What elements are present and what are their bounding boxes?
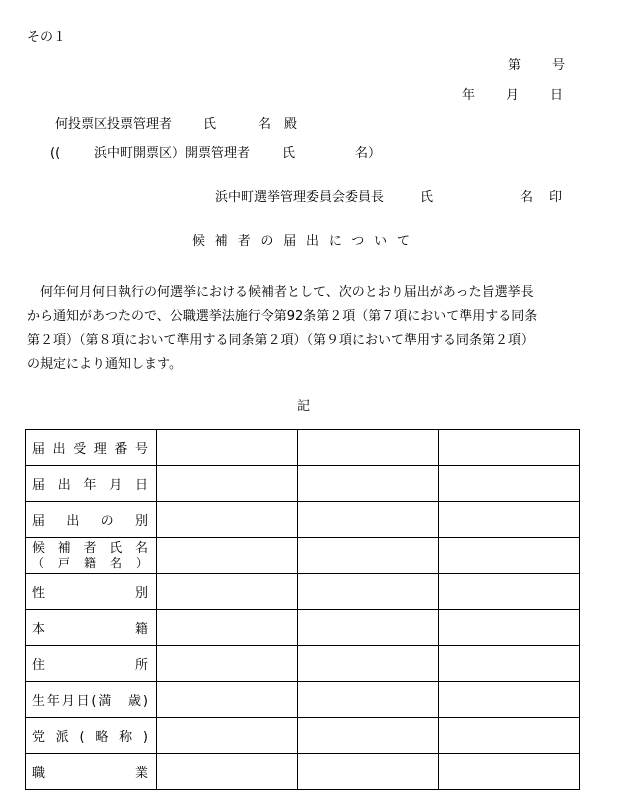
table-cell[interactable] (439, 754, 580, 790)
table-cell[interactable] (298, 574, 439, 610)
body-line: 第２項）（第８項において準用する同条第２項）（第９項において準用する同条第２項） (27, 333, 535, 348)
table-cell[interactable] (157, 682, 298, 718)
row-label: 候補者氏名 （戸籍名） (26, 538, 157, 574)
ki-heading: 記 (297, 399, 311, 414)
table-cell[interactable] (298, 610, 439, 646)
candidate-form-table (25, 429, 580, 790)
table-cell[interactable] (439, 502, 580, 538)
addressee-line1-shi: 氏 (203, 117, 217, 132)
date-day-label: 日 (550, 88, 564, 103)
table-cell[interactable] (439, 610, 580, 646)
table-row (26, 718, 580, 754)
addressee-line2-org: 浜中町開票区）開票管理者 (94, 146, 251, 161)
table-cell[interactable] (157, 646, 298, 682)
sender-seal: 印 (549, 190, 563, 205)
body-line: 何年何月何日執行の何選挙における候補者として、次のとおり届出があった旨選挙長 (40, 285, 534, 300)
table-cell[interactable] (439, 430, 580, 466)
table-cell[interactable] (298, 502, 439, 538)
table-row (26, 646, 580, 682)
row-label: 届出受理番号 (26, 430, 157, 466)
sender-title: 浜中町選挙管理委員会委員長 (215, 190, 385, 205)
table-row (26, 754, 580, 790)
table-row (26, 502, 580, 538)
table-cell[interactable] (157, 754, 298, 790)
sender-shi: 氏 (420, 190, 434, 205)
date-year-label: 年 (462, 88, 476, 103)
row-label: 本籍 (26, 610, 157, 646)
table-cell[interactable] (157, 538, 298, 574)
table-row (26, 430, 580, 466)
table-row (26, 466, 580, 502)
row-label: 住所 (26, 646, 157, 682)
addressee-line2-shi: 氏 (282, 146, 296, 161)
table-row (26, 574, 580, 610)
table-cell[interactable] (439, 682, 580, 718)
addressee-line1-mei-dono: 名 殿 (258, 117, 298, 132)
table-cell[interactable] (439, 466, 580, 502)
table-cell[interactable] (157, 430, 298, 466)
table-cell[interactable] (298, 646, 439, 682)
form-number: その１ (27, 30, 67, 45)
table-cell[interactable] (298, 430, 439, 466)
body-paragraph (27, 281, 607, 377)
row-label: 届出年月日 (26, 466, 157, 502)
table-cell[interactable] (298, 718, 439, 754)
table-cell[interactable] (439, 718, 580, 754)
row-sublabel: （戸籍名） (32, 555, 148, 570)
table-row (26, 610, 580, 646)
addressee-line1-org: 何投票区投票管理者 (55, 117, 173, 132)
table-cell[interactable] (439, 538, 580, 574)
table-row (26, 682, 580, 718)
addressee-line2-open: (( (50, 146, 61, 161)
table-cell[interactable] (157, 466, 298, 502)
table-row (26, 538, 580, 574)
table-cell[interactable] (298, 538, 439, 574)
row-label: 性別 (26, 574, 157, 610)
sender-mei: 名 (520, 190, 534, 205)
table-cell[interactable] (157, 610, 298, 646)
table-cell[interactable] (298, 682, 439, 718)
row-label: 生年月日(満 歳) (26, 682, 157, 718)
body-line: から通知があつたので、公職選挙法施行令第92条第２項（第７項において準用する同条 (27, 309, 538, 324)
table-cell[interactable] (298, 466, 439, 502)
table-cell[interactable] (439, 646, 580, 682)
body-line: の規定により通知します。 (27, 357, 182, 372)
table-cell[interactable] (298, 754, 439, 790)
date-month-label: 月 (506, 88, 520, 103)
row-label: 届出の別 (26, 502, 157, 538)
table-cell[interactable] (439, 574, 580, 610)
number-label-dai: 第 (508, 58, 522, 73)
row-label: 党派(略称) (26, 718, 157, 754)
table-cell[interactable] (157, 574, 298, 610)
document-title: 候補者の届出について (192, 234, 410, 249)
number-label-go: 号 (552, 58, 566, 73)
row-label: 職業 (26, 754, 157, 790)
table-cell[interactable] (157, 502, 298, 538)
table-cell[interactable] (157, 718, 298, 754)
addressee-line2-mei-close: 名） (355, 146, 382, 161)
